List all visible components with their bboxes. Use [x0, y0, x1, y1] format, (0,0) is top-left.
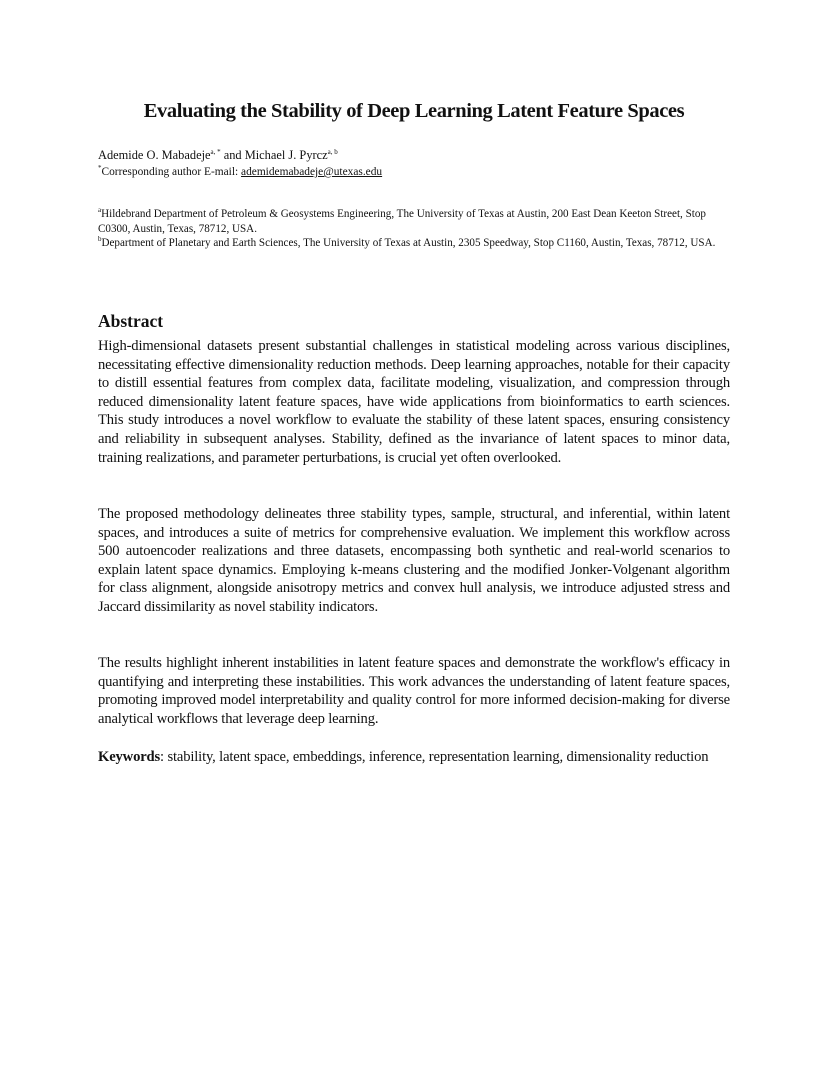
corresponding-author-line [98, 165, 382, 180]
abstract-paragraph: High-dimensional datasets present substantial challenges in statistical modeling across various disciplines, necessitating effective dimensionality reduction methods. Deep learning approaches, notable for their capacity to distill essential features from complex data, facilitate modeling, visualization, and compression through reduced dimensionality latent feature spaces, have wide applications from bioinformatics to earth sciences. This study introduces a novel workflow to evaluate the stability of these latent spaces, ensuring consistency and reliability in subsequent analyses. Stability, defined as the invariance of latent spaces to minor data, training realizations, and parameter perturbations, is crucial yet often overlooked. [98, 338, 730, 466]
affiliation-b [98, 236, 730, 251]
keywords-line [98, 748, 730, 767]
affiliation-text: Department of Planetary and Earth Sciences, The University of Texas at Austin, 2305 Speedway, Stop C1160, Austin, Texas, 78712, USA. [101, 237, 716, 249]
author-line [98, 147, 338, 163]
affiliation-marker: a [98, 206, 102, 214]
author-conjunction: and [220, 148, 245, 162]
author-name: Michael J. Pyrcz [244, 148, 328, 162]
author-affiliation-marker: a, b [327, 148, 338, 156]
corresponding-label: Corresponding author E-mail: [101, 166, 242, 178]
abstract-heading: Abstract [98, 311, 164, 331]
abstract-paragraph: The proposed methodology delineates three stability types, sample, structural, and inferential, within latent spaces, and introduces a suite of metrics for comprehensive evaluation. We implement this workflow across 500 autoencoder realizations and three datasets, encompassing both synthetic and real-world scenarios to explain latent space dynamics. Employing k-means clustering and the modified Jonker-Volgenant algorithm for class alignment, alongside anisotropy metrics and convex hull analysis, we introduce adjusted stress and Jaccard dissimilarity as novel stability indicators. [98, 506, 730, 615]
author-name: Ademide O. Mabadeje [98, 148, 211, 162]
abstract-paragraph: The results highlight inherent instabilities in latent feature spaces and demonstrate the workflow's efficacy in quantifying and interpreting these instabilities. This work advances the understanding of latent feature spaces, promoting improved model interpretability and quality control for more informed decision-making for diverse analytical workflows that leverage deep learning. [98, 655, 730, 727]
author-affiliation-marker: a, * [210, 148, 221, 156]
paper-title: Evaluating the Stability of Deep Learning Latent Feature Spaces [143, 100, 685, 122]
corresponding-email-link[interactable]: ademidemabadeje@utexas.edu [241, 166, 383, 178]
affiliation-text: Hildebrand Department of Petroleum & Geosystems Engineering, The University of Texas at Austin, 200 East Dean Keeton Street, Stop C0300, Austin, Texas, 78712, USA. [98, 208, 706, 235]
affiliation-marker: b [98, 235, 102, 243]
affiliation-a [98, 207, 730, 237]
keywords-label: Keywords [98, 749, 161, 765]
corresponding-marker: * [98, 164, 102, 172]
keywords-text: : stability, latent space, embeddings, inference, representation learning, dimensionality reduction [160, 749, 709, 765]
